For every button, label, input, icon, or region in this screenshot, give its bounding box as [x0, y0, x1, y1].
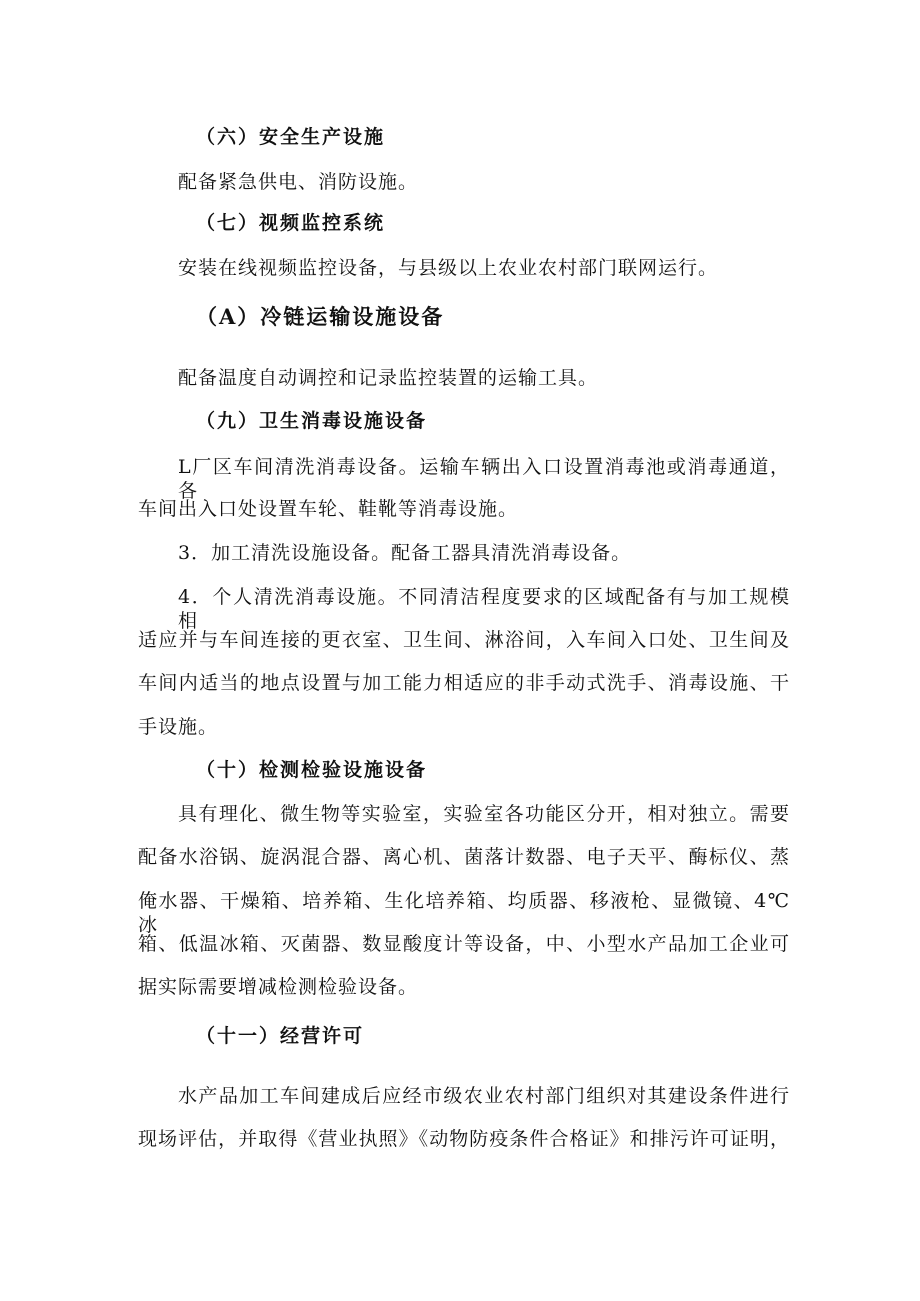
testing-paragraph-line-1: 具有理化、微生物等实验室，实验室各功能区分开，相对独立。需要 — [178, 803, 790, 825]
disinfection-item-4-line-2: 适应并与车间连接的更衣室、卫生间、淋浴间，入车间入口处、卫生间及 — [138, 629, 790, 651]
paragraph-cold-chain: 配备温度自动调控和记录监控装置的运输工具。 — [178, 367, 599, 389]
disinfection-item-4-line-4: 手设施。 — [138, 716, 219, 738]
license-paragraph-line-1: 水产品加工车间建成后应经市级农业农村部门组织对其建设条件进行 — [178, 1085, 790, 1107]
section-heading-business-license: （十一）经营许可 — [196, 1025, 365, 1047]
disinfection-item-1-line-1: L厂区车间清洗消毒设备。运输车辆出入口设置消毒池或消毒通道，各 — [178, 456, 790, 502]
disinfection-item-1-line-2: 车间出入口处设置车轮、鞋靴等消毒设施。 — [138, 498, 519, 520]
disinfection-item-3: 3．加工清洗设施设备。配备工器具清洗消毒设备。 — [178, 542, 632, 564]
section-heading-safety: （六）安全生产设施 — [196, 126, 386, 148]
testing-paragraph-line-3: 俺水器、干燥箱、培养箱、生化培养箱、均质器、移液枪、显微镜、4℃冰 — [138, 890, 790, 936]
section-heading-video-monitoring: （七）视频监控系统 — [196, 212, 386, 234]
section-heading-testing: （十）检测检验设施设备 — [196, 759, 428, 781]
section-heading-cold-chain: （A）冷链运输设施设备 — [196, 304, 445, 329]
disinfection-item-4-line-3: 车间内适当的地点设置与加工能力相适应的非手动式洗手、消毒设施、干 — [138, 672, 790, 694]
paragraph-safety: 配备紧急供电、消防设施。 — [178, 171, 419, 193]
section-heading-disinfection: （九）卫生消毒设施设备 — [196, 410, 428, 432]
testing-paragraph-line-5: 据实际需要增减检测检验设备。 — [138, 976, 419, 998]
license-paragraph-line-2: 现场评估，并取得《营业执照》《动物防疫条件合格证》和排污许可证明， — [138, 1128, 790, 1150]
testing-paragraph-line-4: 箱、低温冰箱、灭菌器、数显酸度计等设备，中、小型水产品加工企业可 — [138, 933, 790, 955]
disinfection-item-4-line-1: 4．个人清洗消毒设施。不同清洁程度要求的区域配备有与加工规模相 — [178, 586, 790, 632]
testing-paragraph-line-2: 配备水浴锅、旋涡混合器、离心机、菌落计数器、电子天平、酶标仪、蒸 — [138, 846, 790, 868]
paragraph-video-monitoring: 安装在线视频监控设备，与县级以上农业农村部门联网运行。 — [178, 257, 719, 279]
